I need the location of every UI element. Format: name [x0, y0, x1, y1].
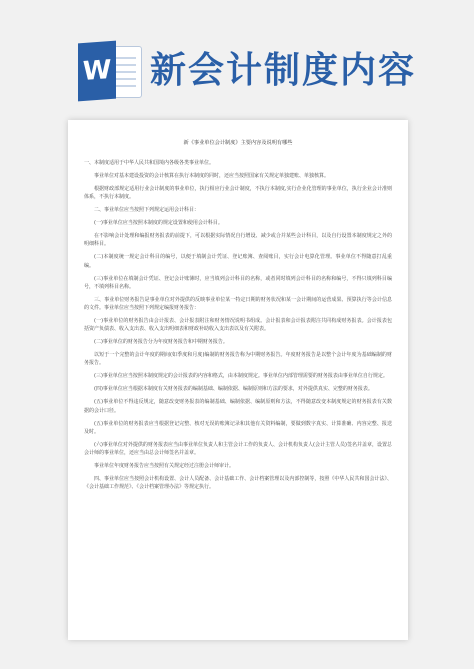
document-paragraph: 四、事业单位应当按照会计机构设置、会计人员配备、会计基础工作、会计档案管理以及内部控制等，按照《中华人民共和国会计法》、《会计基础工作规范》、《会计档案管理办法》等规定执行。 [84, 476, 392, 491]
document-paragraph: (四)事业单位应当根据本制度有关财务报表的编制基础、编制依据、编制原则和方法的要求，对外提供真实、完整的财务报表。 [94, 386, 373, 393]
document-paragraph: (五)事业单位不得违反规定，随意改变财务报表的编制基础、编制依据、编制原则和方法，不得随意改变本制度规定的财务报表有关数据的会计口径。 [84, 399, 392, 414]
document-paragraph: 事业单位年度财务报告应当按照有关规定经过注册会计师审计。 [94, 463, 235, 470]
document-paragraph: (三)事业单位在填制会计凭证、登记会计账簿时，应当填列会计科目的名称，或者同时填列会计科目的名称和编号，不得只填列科目编号，不填列科目名称。 [84, 275, 392, 290]
document-paragraph: 二、事业单位应当按照下列规定运用会计科目： [94, 207, 200, 214]
word-badge: W [78, 41, 116, 102]
document-paragraph: (二)事业单位的财务报告分为年度财务报告和中期财务报告。 [94, 339, 228, 346]
document-paragraph: 根据财政部规定适用行业会计制度的事业单位，执行相应行业会计制度，不执行本制度,实行企业化管理的事业单位，执行企业会计准则体系，不执行本制度。 [84, 186, 392, 201]
document-header [0, 0, 474, 115]
document-body [68, 159, 408, 491]
document-paragraph: 三、事业单位财务报告是事业单位对外提供的反映事业单位某一特定日期的财务状况和某一会计期间的运营成果、预算执行等会计信息的文件。事业单位应当按照下列规定编报财务报告： [84, 296, 392, 312]
document-title: 新《事业单位会计制度》主要内容及说明有哪些 [183, 140, 293, 146]
document-paragraph: (五)事业单位的财务报表应当根据登记完整、核对无误的账簿记录和其他有关资料编制，要做到数字真实、计算准确、内容完整、报送及时。 [84, 420, 392, 435]
document-paragraph: (六)事业单位对外提供的财务报表应当由事业单位负责人和主管会计工作的负责人、会计机构负责人(会计主管人员)签名并盖章，设置总会计师的事业单位，还应当由总会计师签名并盖章。 [84, 441, 392, 457]
document-paragraph: 一、本制度适用于中华人民共和国境内各级各类事业单位。 [84, 160, 215, 166]
document-paragraph: 在不影响会计处理和编报财务报表的前提下，可以根据实际情况自行增设、减少或合并某些会计科目，以及自行设置本制度规定之外的明细科目。 [84, 233, 392, 248]
document-paragraph: 事业单位对基本建设投资的会计核算在执行本制度的同时，还应当按照国家有关规定单独建账、单独核算。 [94, 173, 330, 179]
word-icon [78, 42, 140, 100]
document-paragraph: (一)事业单位应当按照本制度的规定设置和使用会计科目。 [94, 220, 223, 227]
page-title: 新会计制度内容 [150, 49, 417, 91]
document-paragraph: 以短于一个完整的会计年度的期间(如季度和月度)编制的财务报告称为中期财务报告。年度财务报告是以整个会计年度为基础编制的财务报告。 [84, 352, 392, 367]
document-paragraph: (一)事业单位的财务报告由会计报表、会计报表附注和财务情况说明书组成。会计报表和会计报表附注共同构成财务报表。会计报表包括资产负债表、收入支出表、收入支出明细表和财政补助收入支出表以及有关附表。 [84, 318, 392, 333]
document-page [68, 120, 408, 640]
document-paragraph: (三)事业单位应当按照本制度规定的会计报表的内容和格式，由本制度规定。事业单位内部管理需要的财务报表由事业单位自行规定。 [94, 373, 388, 380]
document-paragraph: (二)本制度统一规定会计科目的编号，以便于填制会计凭证、登记账簿、查阅账目，实行会计电算化管理。事业单位不得随意打乱重编。 [84, 254, 392, 269]
